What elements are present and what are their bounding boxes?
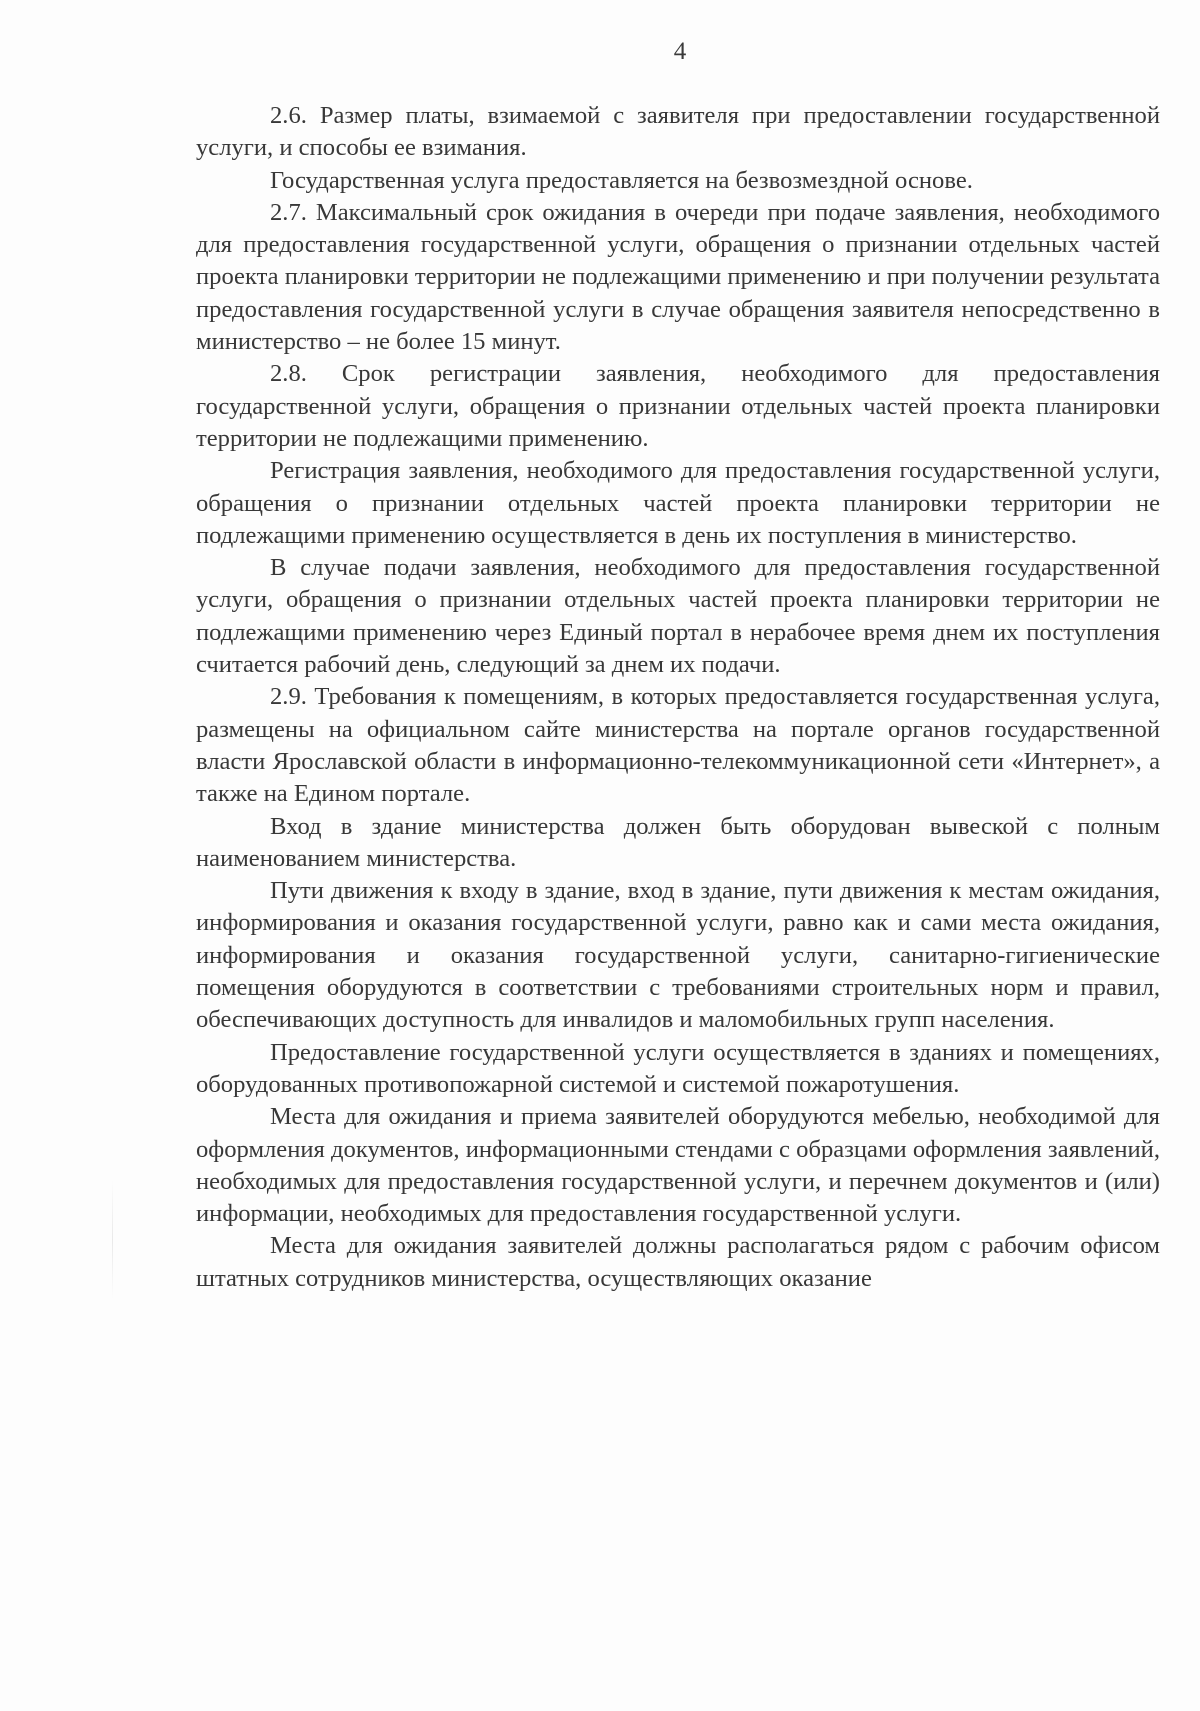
paragraph-accessibility: Пути движения к входу в здание, вход в здание, пути движения к местам ожидания, информирования и оказания государственной услуги, равно как и сами места ожидания, информирования и оказания государственной услуги, санитарно-гигиенические помещения оборудуются в соответствии с требованиями строительных норм и правил, обеспечивающих доступность для инвалидов и маломобильных групп населения. bbox=[196, 877, 1160, 1034]
paragraph-fire-safety: Предоставление государственной услуги осуществляется в зданиях и помещениях, оборудованных противопожарной системой и системой пожаротушения. bbox=[196, 1038, 1160, 1098]
document-body bbox=[196, 100, 1160, 1295]
paragraph-2-7: 2.7. Максимальный срок ожидания в очереди при подаче заявления, необходимого для предоставления государственной услуги, обращения о признании отдельных частей проекта планировки территории не подлежащими применению и при получении результата предоставления государственной услуги в случае обращения заявителя непосредственно в министерство – не более 15 минут. bbox=[196, 198, 1160, 356]
paragraph-2-6-title: 2.6. Размер платы, взимаемой с заявителя при предоставлении государственной услуги, и способы ее взимания. bbox=[196, 102, 1160, 162]
paragraph-waiting-location: Места для ожидания заявителей должны располагаться рядом с рабочим офисом штатных сотрудников министерства, осуществляющих оказание bbox=[196, 1232, 1160, 1292]
page-number: 4 bbox=[673, 38, 687, 65]
paragraph-2-8-title: 2.8. Срок регистрации заявления, необходимого для предоставления государственной услуги, обращения о признании отдельных частей проекта планировки территории не подлежащими применению. bbox=[196, 360, 1160, 452]
paragraph-2-9-title: 2.9. Требования к помещениям, в которых предоставляется государственная услуга, размещены на официальном сайте министерства на портале органов государственной власти Ярославской области в информационно-телекоммуникационной сети «Интернет», а также на Едином портале. bbox=[196, 683, 1160, 808]
paragraph-2-8-portal: В случае подачи заявления, необходимого для предоставления государственной услуги, обращения о признании отдельных частей проекта планировки территории не подлежащими применению через Единый портал в нерабочее время днем их поступления считается рабочий день, следующий за днем их подачи. bbox=[196, 554, 1160, 679]
paragraph-2-8-registration: Регистрация заявления, необходимого для предоставления государственной услуги, обращения о признании отдельных частей проекта планировки территории не подлежащими применению осуществляется в день их поступления в министерство. bbox=[196, 457, 1160, 549]
scan-artifact bbox=[112, 1180, 113, 1300]
paragraph-entrance-sign: Вход в здание министерства должен быть оборудован вывеской с полным наименованием министерства. bbox=[196, 812, 1160, 872]
paragraph-2-6-text: Государственная услуга предоставляется на безвозмездной основе. bbox=[270, 166, 973, 194]
paragraph-waiting-furniture: Места для ожидания и приема заявителей оборудуются мебелью, необходимой для оформления документов, информационными стендами с образцами оформления заявлений, необходимых для предоставления государственной услуги, и перечнем документов и (или) информации, необходимых для предоставления государственной услуги. bbox=[196, 1103, 1160, 1228]
